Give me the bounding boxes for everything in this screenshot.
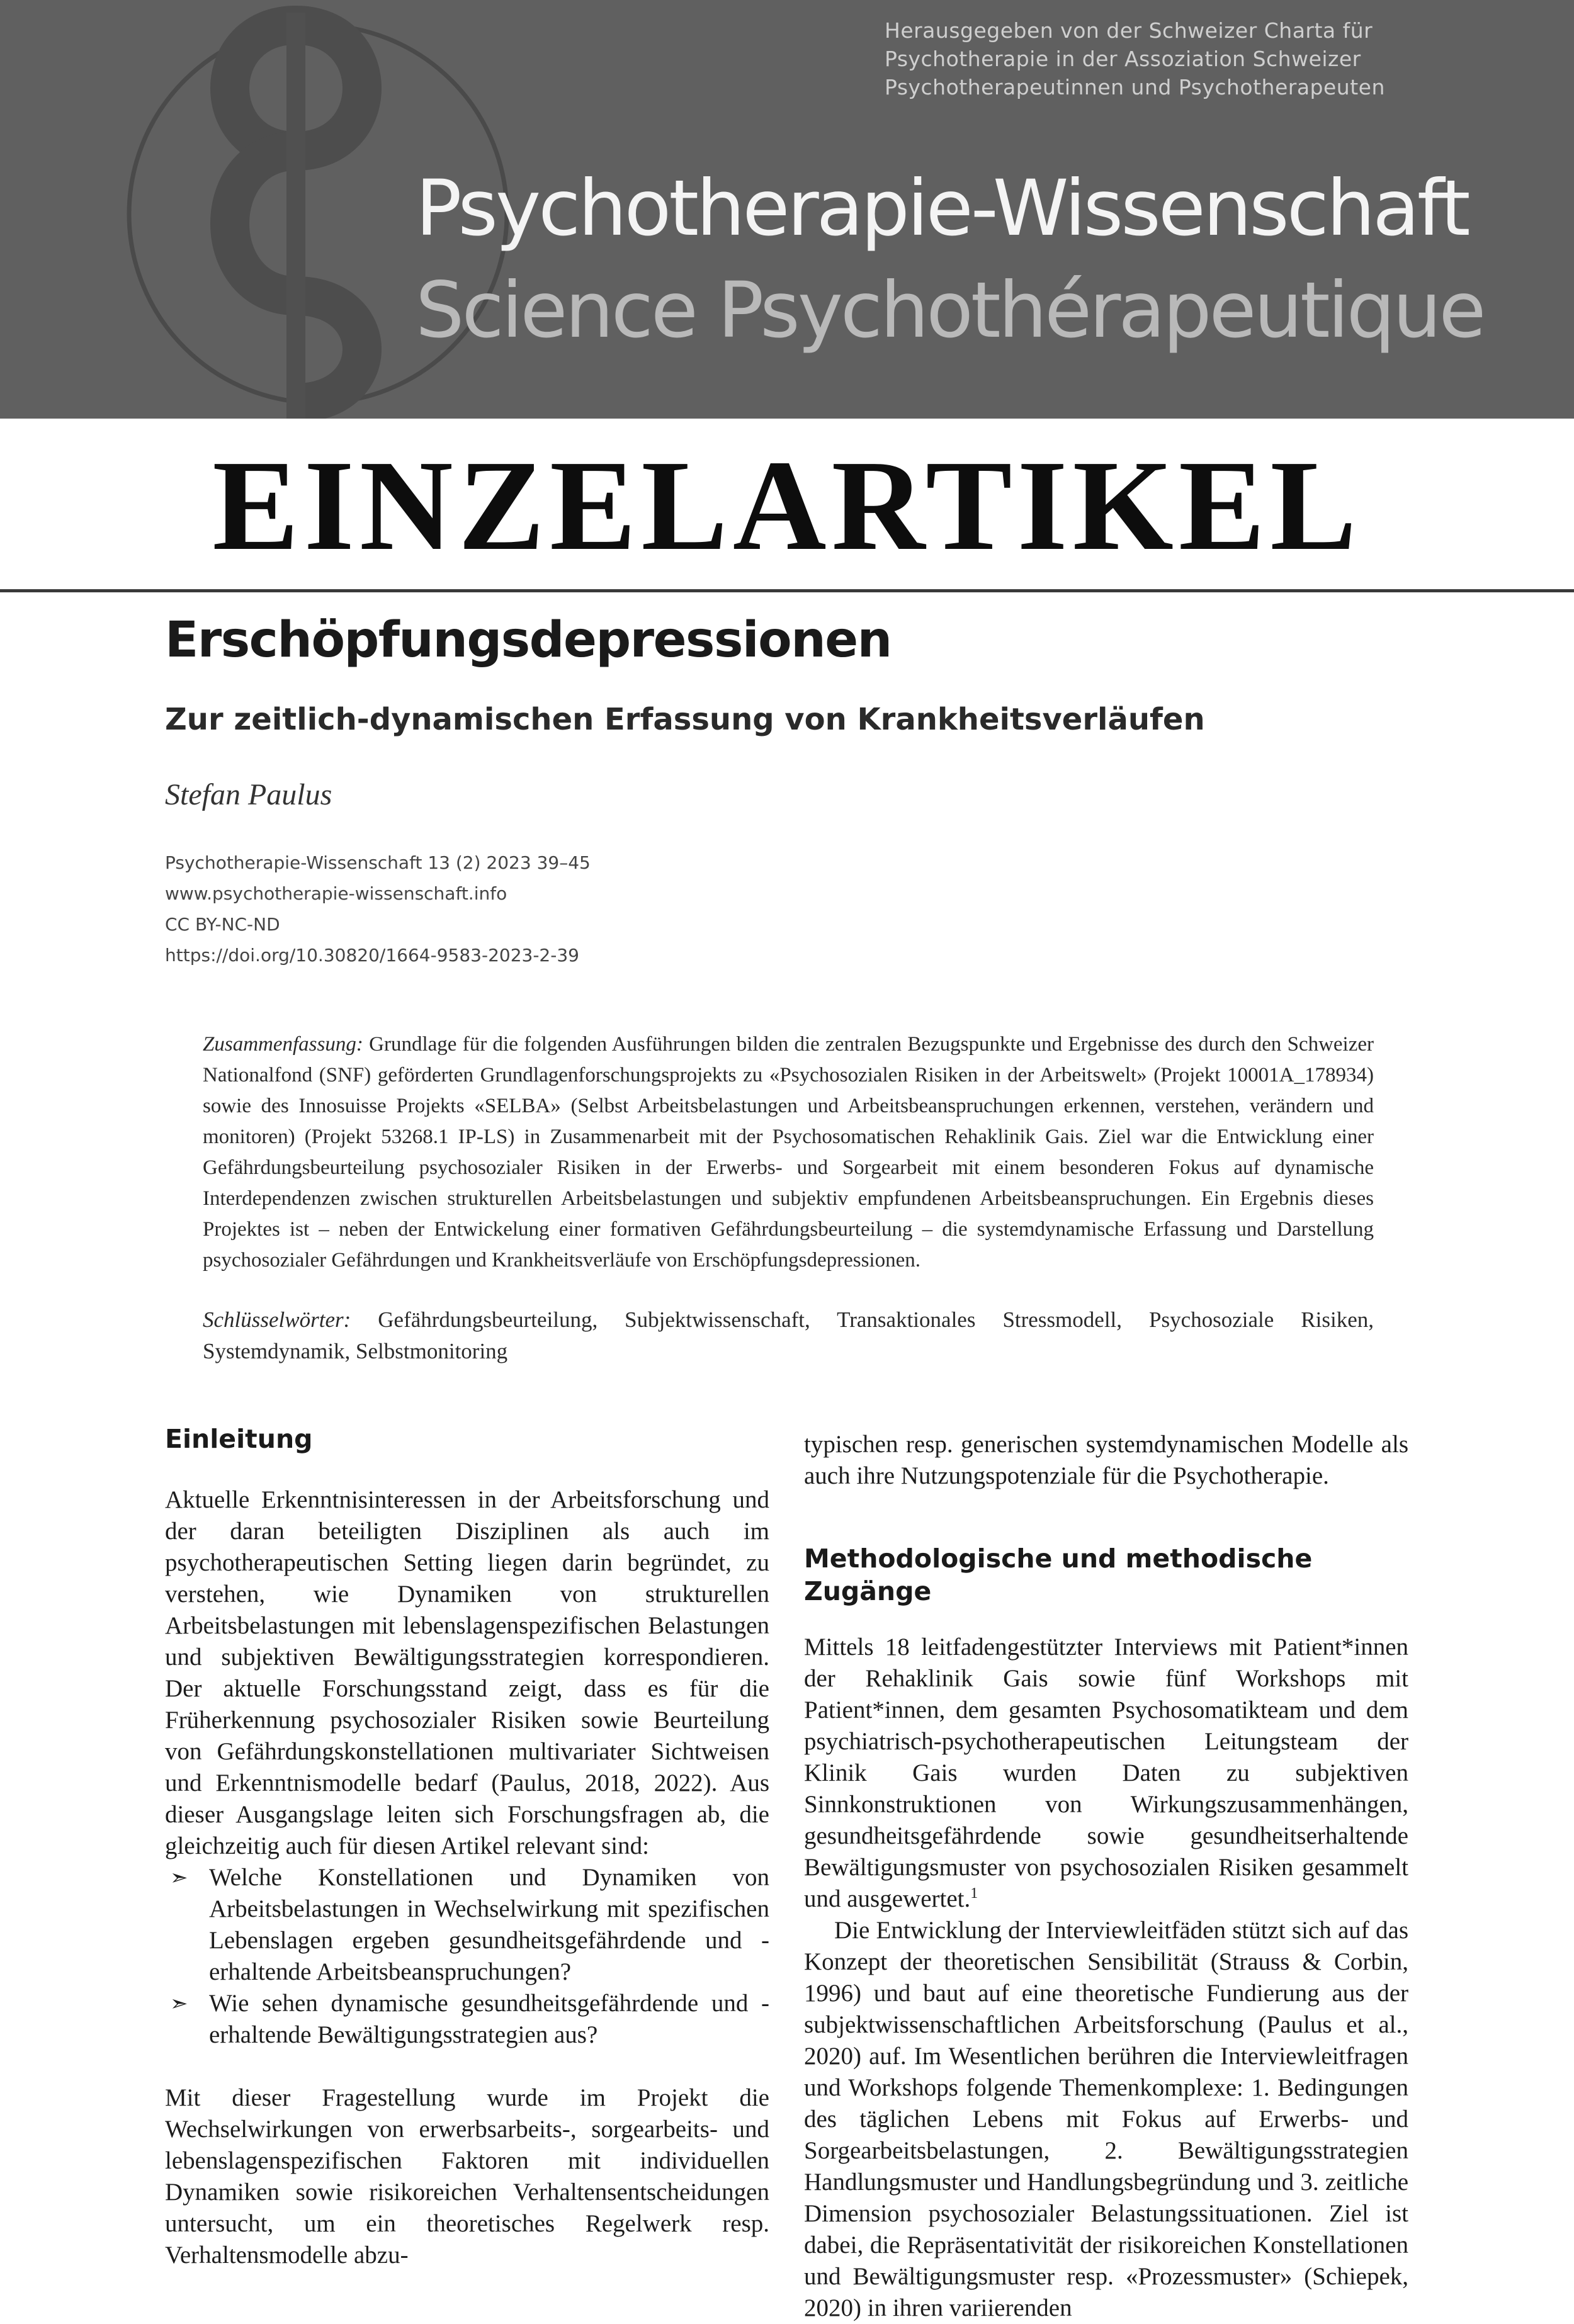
journal-banner bbox=[0, 0, 1574, 419]
body-column-left bbox=[165, 1423, 769, 2271]
research-questions-list bbox=[165, 1862, 769, 2051]
keywords bbox=[203, 1304, 1374, 1367]
journal-name-german: Psychotherapie-Wissenschaft bbox=[416, 164, 1468, 253]
publisher-line: Psychotherapeutinnen und Psychotherapeuten bbox=[885, 75, 1385, 99]
body-paragraph bbox=[804, 1632, 1408, 1915]
abstract-label: Zusammenfassung: bbox=[203, 1033, 363, 1056]
section-heading-methods: Methodologische und methodische Zugänge bbox=[804, 1543, 1313, 1606]
body-paragraph-text: Mittels 18 leitfadengestützter Interviews mit Patient*innen der Rehaklinik Gais sowie fünf Workshops mit Patient*innen, dem gesamten Psychosomatikteam und dem psychiatrisch-psychotherapeutischen Leitungsteam der Klinik Gais wurden Daten zu subjektiven Sinnkonstruktionen von Wirkungszusammenhängen, gesundheitsgefährdende sowie gesundheitserhaltende Bewältigungsmuster von psychosozialen Risiken gesammelt und ausgewertet. bbox=[804, 1633, 1408, 1912]
section-heading-introduction: Einleitung bbox=[165, 1424, 313, 1454]
article-title: Erschöpfungsdepressionen bbox=[165, 612, 892, 668]
article-author: Stefan Paulus bbox=[165, 778, 332, 811]
body-paragraph: Mit dieser Fragestellung wurde im Projekt die Wechselwirkungen von erwerbsarbeits-, sorgearbeits- und lebenslagenspezifischen Faktoren mit individuellen Dynamiken sowie risikoreichen Verhaltensentscheidungen untersucht, um ein theoretisches Regelwerk resp. Verhaltensmodelle abzu- bbox=[165, 2084, 769, 2269]
body-paragraph: typischen resp. generischen systemdynamischen Modelle als auch ihre Nutzungspotenziale für die Psychotherapie. bbox=[804, 1431, 1408, 1489]
divider-rule bbox=[0, 589, 1574, 592]
footnote-marker[interactable]: 1 bbox=[970, 1885, 978, 1902]
abstract-text: Grundlage für die folgenden Ausführungen bilden die zentralen Bezugspunkte und Ergebnisse des durch den Schweizer Nationalfond (SNF) geförderten Grundlagenforschungsprojekts zu «Psychosozialen Risiken in der Arbeitswelt» (Projekt 10001A_178934) sowie des Innosuisse Projekts «SELBA» (Selbst Arbeitsbelastungen und Arbeitsbeanspruchungen erkennen, verstehen, verändern und monitoren) (Projekt 53268.1 IP-LS) in Zusammenarbeit mit der Psychosomatischen Rehaklinik Gais. Ziel war die Entwicklung einer Gefährdungsbeurteilung psychosozialer Risiken in der Erwerbs- und Sorgearbeit mit einem besonderen Fokus auf dynamische Interdependenzen zwischen strukturellen Arbeitsbelastungen und subjektiv empfundenen Arbeitsbeanspruchungen. Ein Ergebnis dieses Projektes ist – neben der Entwickelung einer formativen Gefährdungsbeurteilung – die systemdynamische Erfassung und Darstellung psychosozialer Gefährdungen und Krankheitsverläufe von Erschöpfungsdepressionen. bbox=[203, 1033, 1374, 1272]
body-paragraph: Aktuelle Erkenntnisinteressen in der Arbeitsforschung und der daran beteiligten Disziplinen als auch im psychotherapeutischen Setting liegen darin begründet, zu verstehen, wie Dynamiken von strukturellen Arbeitsbelastungen mit lebenslagenspezifischen Belastungen und subjektiven Bewältigungsstrategien korrespondieren. Der aktuelle Forschungsstand zeigt, dass es für die Früherkennung psychosozialer Risiken sowie Beurteilung von Gefährdungskonstellationen multivariater Sichtweisen und Erkenntnismodelle bedarf (Paulus, 2018, 2022). Aus dieser Ausgangslage leiten sich Forschungsfragen ab, die gleichzeitig auch für diesen Artikel relevant sind: bbox=[165, 1486, 769, 1859]
citation: Psychotherapie-Wissenschaft 13 (2) 2023 39–45 bbox=[165, 852, 591, 873]
body-column-right bbox=[804, 1429, 1408, 2324]
citation-block bbox=[165, 847, 591, 971]
list-item: ➣ Wie sehen dynamische gesundheitsgefährdende und -erhaltende Bewältigungsstrategien aus? bbox=[165, 1988, 769, 2051]
publisher-line: Psychotherapie in der Assoziation Schweizer bbox=[885, 47, 1361, 71]
website-link[interactable]: www.psychotherapie-wissenschaft.info bbox=[165, 883, 507, 904]
doi-link[interactable]: https://doi.org/10.30820/1664-9583-2023-2-39 bbox=[165, 945, 579, 966]
license: CC BY-NC-ND bbox=[165, 914, 280, 935]
keywords-label: Schlüsselwörter: bbox=[203, 1307, 351, 1332]
article-type-stamp: EINZELARTIKEL bbox=[212, 433, 1362, 577]
publisher-line: Herausgegeben von der Schweizer Charta für bbox=[885, 18, 1373, 43]
body-paragraph: Die Entwicklung der Interviewleitfäden stützt sich auf das Konzept der theoretischen Sensibilität (Strauss & Corbin, 1996) und baut auf eine theoretische Fundierung aus der subjektwissenschaftlichen Arbeitsforschung (Paulus et al., 2020) auf. Im Wesentlichen berühren die Interviewleitfragen und Workshops folgende Themenkomplexe: 1. Bedingungen des täglichen Lebens mit Fokus auf Erwerbs- und Sorgearbeitsbelastungen, 2. Bewältigungsstrategien Handlungsmuster und Handlungsbegründung und 3. zeitliche Dimension psychosozialer Belastungssituationen. Ziel ist dabei, die Repräsentativität der risikoreichen Konstellationen und Bewältigungsmuster resp. «Prozessmuster» (Schiepek, 2020) in ihren variierenden bbox=[804, 1917, 1408, 2321]
abstract bbox=[203, 1029, 1374, 1276]
publisher-statement bbox=[885, 16, 1552, 101]
article-subtitle: Zur zeitlich-dynamischen Erfassung von Krankheitsverläufen bbox=[165, 702, 1205, 737]
keywords-text: Gefährdungsbeurteilung, Subjektwissenschaft, Transaktionales Stressmodell, Psychosoziale Risiken, Systemdynamik, Selbstmonitoring bbox=[203, 1307, 1374, 1363]
journal-name-french: Science Psychothérapeutique bbox=[416, 266, 1484, 355]
list-item: ➣ Welche Konstellationen und Dynamiken von Arbeitsbelastungen in Wechselwirkung mit spezifischen Lebenslagen ergeben gesundheitsgefährdende und -erhaltende Arbeitsbeanspruchungen? bbox=[165, 1862, 769, 1988]
